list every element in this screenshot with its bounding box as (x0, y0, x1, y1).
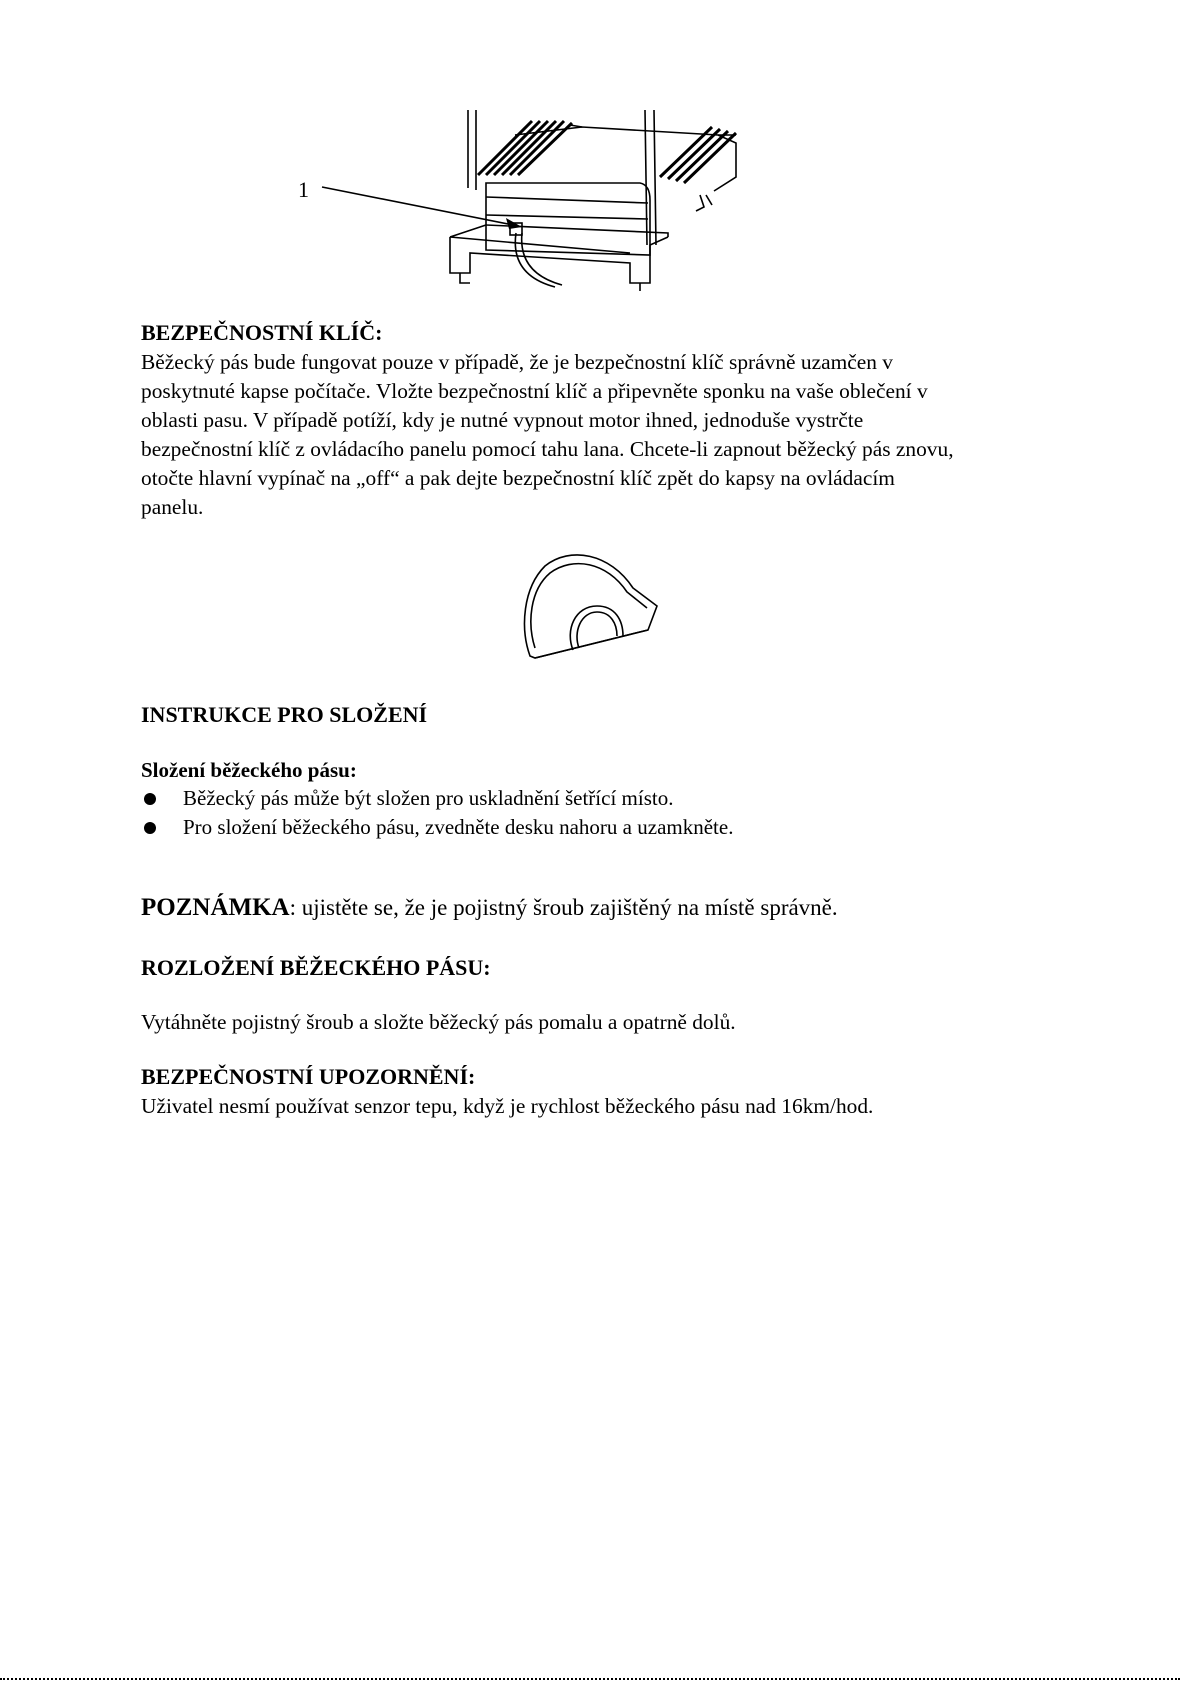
bullet-dot-icon (144, 793, 156, 805)
folding-bullet-text: Pro složení běžeckého pásu, zvedněte desku nahoru a uzamkněte. (183, 815, 734, 839)
folding-heading: INSTRUKCE PRO SLOŽENÍ (141, 702, 428, 727)
safety-key-line-6: panelu. (141, 495, 204, 519)
folding-subheading: Složení běžeckého pásu: (141, 758, 357, 782)
list-item (141, 813, 733, 842)
treadmill-illustration (300, 105, 760, 295)
unfolding-text: Vytáhněte pojistný šroub a složte běžecký pás pomalu a opatrně dolů. (141, 1010, 736, 1034)
note-label: POZNÁMKA (141, 894, 290, 921)
page-bottom-rule (0, 1678, 1180, 1680)
note-text: : ujistěte se, že je pojistný šroub zajištěný na místě správně. (289, 895, 838, 920)
safety-key-line-3: oblasti pasu. V případě potíží, kdy je nutné vypnout motor ihned, jednoduše vystrčte (141, 408, 864, 432)
safety-key-line-4: bezpečnostní klíč z ovládacího panelu pomocí tahu lana. Chcete-li zapnout běžecký pás znovu, (141, 437, 954, 461)
folding-bullet-text: Běžecký pás může být složen pro uskladnění šetřící místo. (183, 786, 674, 810)
bullet-dot-icon (144, 822, 156, 834)
safety-key-heading: BEZPEČNOSTNÍ KLÍČ: (141, 320, 383, 345)
safety-key-illustration (515, 548, 665, 663)
folding-bullet-list (141, 784, 733, 842)
safety-key-line-5: otočte hlavní vypínač na „off“ a pak dejte bezpečnostní klíč zpět do kapsy na ovládacím (141, 466, 895, 490)
safety-key-line-1: Běžecký pás bude fungovat pouze v případě, že je bezpečnostní klíč správně uzamčen v (141, 350, 893, 374)
unfolding-heading: ROZLOŽENÍ BĚŽECKÉHO PÁSU: (141, 955, 491, 980)
list-item (141, 784, 733, 813)
warning-heading: BEZPEČNOSTNÍ UPOZORNĚNÍ: (141, 1064, 476, 1089)
safety-key-line-2: poskytnuté kapse počítače. Vložte bezpečnostní klíč a připevněte sponku na vaše oblečení v (141, 379, 928, 403)
warning-text: Uživatel nesmí používat senzor tepu, když je rychlost běžeckého pásu nad 16km/hod. (141, 1094, 874, 1118)
figure-callout-label: 1 (298, 177, 309, 202)
note-paragraph (141, 893, 838, 923)
